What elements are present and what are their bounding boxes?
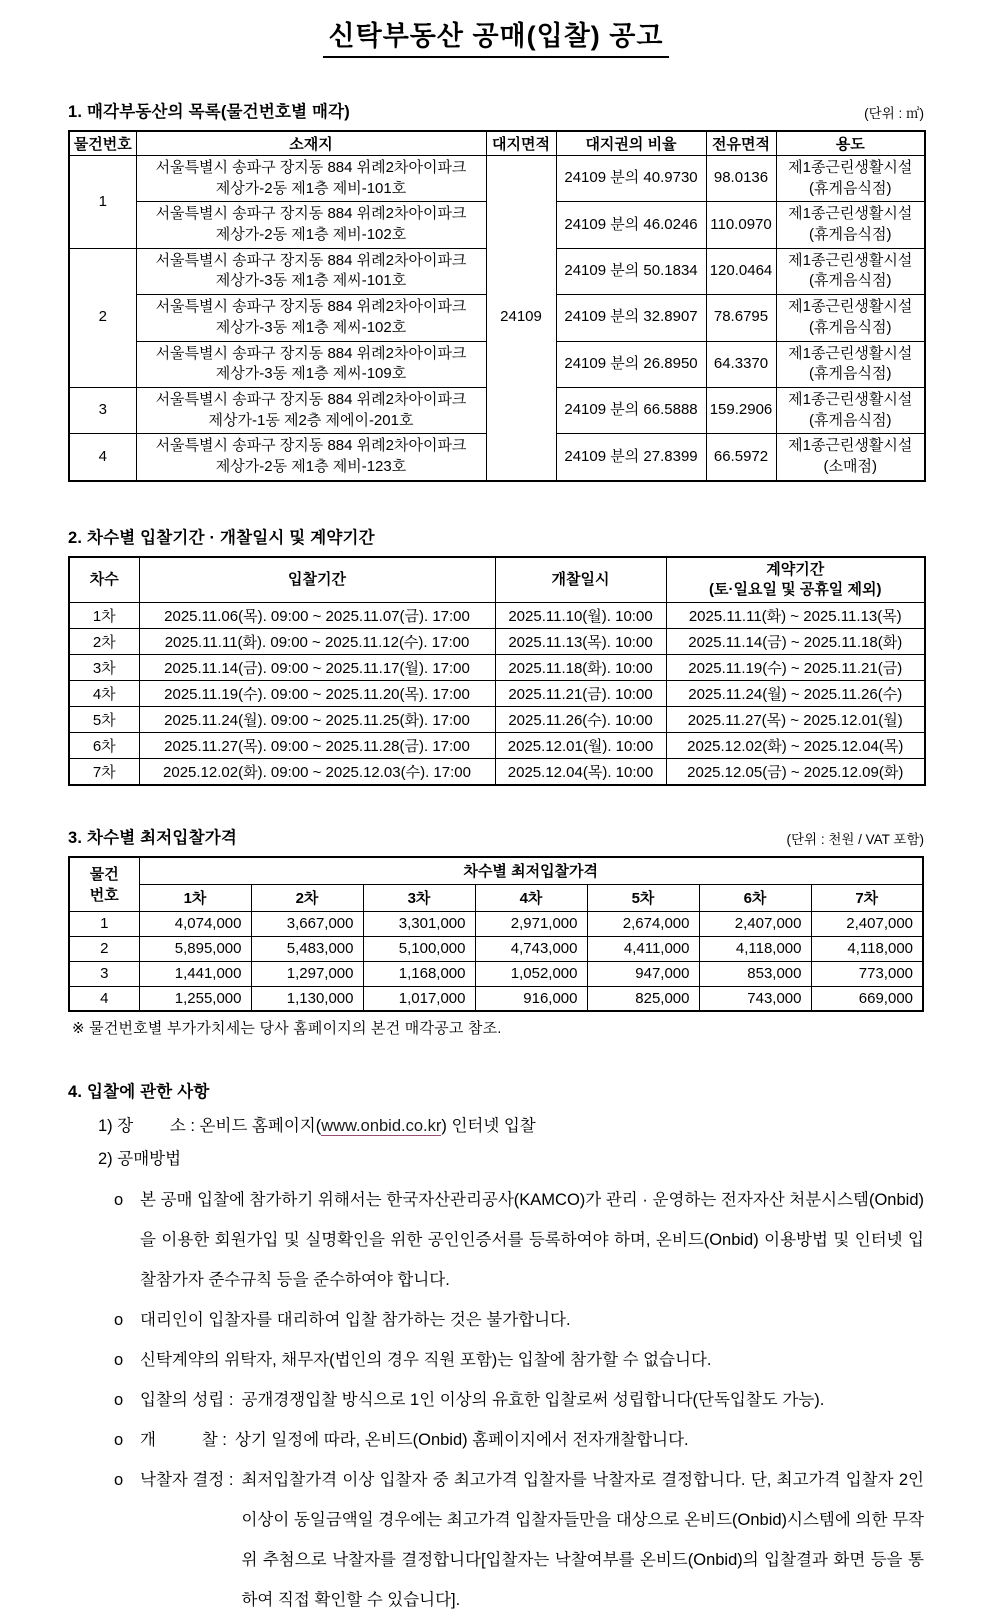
bullet-label: 개 찰 :	[140, 1431, 227, 1450]
land-ratio-cell: 24109 분의 40.9730	[556, 156, 706, 202]
round-cell: 3차	[69, 655, 139, 681]
bid-period-cell: 2025.11.14(금). 09:00 ~ 2025.11.17(월). 17:00	[139, 655, 495, 681]
header-lot-no: 물건번호	[69, 131, 136, 156]
section2-heading: 2. 차수별 입찰기간 · 개찰일시 및 계약기간	[68, 528, 375, 547]
bid-place-item	[98, 1110, 924, 1143]
price-cell: 2,971,000	[475, 911, 587, 936]
header-price-span: 차수별 최저입찰가격	[139, 857, 923, 884]
use-line2: (휴게음식점)	[809, 411, 892, 429]
price-cell: 669,000	[811, 986, 923, 1011]
land-ratio-cell: 24109 분의 32.8907	[556, 295, 706, 341]
lot-header-line2: 번호	[89, 887, 119, 905]
contract-period-cell: 2025.11.27(목) ~ 2025.12.01(월)	[666, 707, 925, 733]
bullet-no-proxy	[114, 1300, 924, 1340]
use-line2: (소매점)	[823, 457, 877, 475]
header-round: 차수	[69, 557, 139, 603]
sale-method-bullets	[114, 1180, 929, 1620]
table-row	[69, 911, 923, 936]
bullet-kamco	[114, 1180, 924, 1300]
section1-unit-label: (단위 : ㎡)	[864, 106, 924, 121]
address-line1: 서울특별시 송파구 장지동 884 위례2차아이파크	[155, 298, 467, 316]
use-line1: 제1종근린생활시설	[788, 205, 913, 223]
open-time-cell: 2025.12.01(월). 10:00	[495, 733, 666, 759]
contract-period-cell: 2025.11.11(화) ~ 2025.11.13(목)	[666, 603, 925, 629]
header-round-5: 5차	[587, 884, 699, 911]
use-line1: 제1종근린생활시설	[788, 251, 913, 269]
address-cell	[136, 387, 486, 433]
address-line2: 제상가-1동 제2층 제에이-201호	[208, 411, 414, 429]
round-cell: 4차	[69, 681, 139, 707]
table-row	[69, 759, 925, 786]
section1-heading-row	[68, 98, 924, 122]
bullet-text: 대리인이 입찰자를 대리하여 입찰 참가하는 것은 불가합니다.	[140, 1311, 571, 1330]
title-wrap	[68, 14, 924, 58]
price-cell: 4,074,000	[139, 911, 251, 936]
header-use: 용도	[776, 131, 925, 156]
use-line1: 제1종근린생활시설	[788, 344, 913, 362]
header-lot-no	[69, 857, 139, 911]
address-cell	[136, 248, 486, 294]
price-cell: 947,000	[587, 961, 699, 986]
header-bid-period: 입찰기간	[139, 557, 495, 603]
header-round-3: 3차	[363, 884, 475, 911]
lot-number: 4	[69, 434, 136, 481]
price-cell: 1,255,000	[139, 986, 251, 1011]
bullet-text: 최저입찰가격 이상 입찰자 중 최고가격 입찰자를 낙찰자로 결정합니다. 단, 최고가격 입찰자 2인 이상이 동일금액일 경우에는 최고가격 입찰자들만을 대상으로 온비드(Onbid)시스템에 의한 무작위 추첨으로 낙찰자를 결정합니다[입찰자는 낙찰여부를 온비드(Onbid)의 입찰결과 화면 등을 통하여 직접 확인할 수 있습니다].	[241, 1471, 929, 1610]
private-area-cell: 159.2906	[706, 387, 776, 433]
property-list-table	[68, 130, 926, 482]
address-line1: 서울특별시 송파구 장지동 884 위례2차아이파크	[155, 205, 467, 223]
price-cell: 5,100,000	[363, 936, 475, 961]
bid-schedule-table	[68, 556, 926, 787]
header-round-1: 1차	[139, 884, 251, 911]
use-line1: 제1종근린생활시설	[788, 159, 913, 176]
bullet-marker: o	[114, 1471, 124, 1490]
use-line1: 제1종근린생활시설	[788, 298, 913, 316]
table-row	[69, 733, 925, 759]
contract-header-line2: (토·일요일 및 공휴일 제외)	[709, 580, 882, 598]
bid-place-suffix: ) 인터넷 입찰	[441, 1117, 536, 1136]
section4-heading-row	[68, 1078, 924, 1102]
round-cell: 5차	[69, 707, 139, 733]
price-cell: 4,118,000	[699, 936, 811, 961]
use-cell	[776, 341, 925, 387]
use-line2: (휴게음식점)	[809, 272, 892, 290]
address-line1: 서울특별시 송파구 장지동 884 위례2차아이파크	[155, 390, 467, 408]
bullet-bid-validity	[114, 1380, 924, 1420]
address-line2: 제상가-3동 제1층 제씨-109호	[215, 365, 407, 383]
bullet-label: 입찰의 성립 :	[140, 1391, 234, 1410]
use-cell	[776, 248, 925, 294]
bid-place-prefix: 1) 장 소 : 온비드 홈페이지(	[98, 1117, 322, 1136]
contract-period-cell: 2025.12.02(화) ~ 2025.12.04(목)	[666, 733, 925, 759]
price-cell: 825,000	[587, 986, 699, 1011]
private-area-cell: 120.0464	[706, 248, 776, 294]
round-cell: 2차	[69, 629, 139, 655]
bullet-marker: o	[114, 1191, 124, 1210]
bullet-text: 신탁계약의 위탁자, 채무자(법인의 경우 직원 포함)는 입찰에 참가할 수 없습니다.	[140, 1351, 712, 1370]
price-cell: 2,674,000	[587, 911, 699, 936]
section3-unit-label: (단위 : 천원 / VAT 포함)	[786, 832, 924, 848]
section2-heading-row	[68, 524, 924, 548]
table-row	[69, 707, 925, 733]
use-line2: (휴게음식점)	[809, 226, 892, 244]
price-cell: 3,301,000	[363, 911, 475, 936]
section3-heading: 3. 차수별 최저입찰가격	[68, 829, 237, 848]
land-ratio-cell: 24109 분의 46.0246	[556, 202, 706, 248]
header-land-ratio: 대지권의 비율	[556, 131, 706, 156]
bullet-text: 공개경쟁입찰 방식으로 1인 이상의 유효한 입찰로써 성립합니다(단독입찰도 가능).	[241, 1391, 825, 1410]
address-line1: 서울특별시 송파구 장지동 884 위례2차아이파크	[155, 344, 467, 362]
section3-heading-row	[68, 824, 924, 848]
vat-note: ※ 물건번호별 부가가치세는 당사 홈페이지의 본건 매각공고 참조.	[72, 1020, 502, 1038]
header-private-area: 전유면적	[706, 131, 776, 156]
bullet-bid-opening	[114, 1420, 924, 1460]
header-round-4: 4차	[475, 884, 587, 911]
table-row	[69, 681, 925, 707]
address-line2: 제상가-2동 제1층 제비-101호	[215, 179, 407, 197]
price-cell: 3,667,000	[251, 911, 363, 936]
bid-period-cell: 2025.12.02(화). 09:00 ~ 2025.12.03(수). 17:00	[139, 759, 495, 786]
private-area-cell: 66.5972	[706, 434, 776, 481]
lot-number: 4	[69, 986, 139, 1011]
table-row	[69, 629, 925, 655]
round-cell: 6차	[69, 733, 139, 759]
table-row	[69, 156, 925, 202]
land-ratio-cell: 24109 분의 27.8399	[556, 434, 706, 481]
use-cell	[776, 156, 925, 202]
minimum-bid-price-table	[68, 856, 924, 1012]
price-cell: 2,407,000	[811, 911, 923, 936]
open-time-cell: 2025.11.21(금). 10:00	[495, 681, 666, 707]
section1-heading: 1. 매각부동산의 목록(물건번호별 매각)	[68, 103, 350, 121]
price-cell: 916,000	[475, 986, 587, 1011]
price-cell: 4,118,000	[811, 936, 923, 961]
table-header-row	[69, 131, 925, 156]
lot-number: 2	[69, 936, 139, 961]
private-area-cell: 64.3370	[706, 341, 776, 387]
bullet-text: 상기 일정에 따라, 온비드(Onbid) 홈페이지에서 전자개찰합니다.	[234, 1431, 689, 1450]
price-cell: 5,483,000	[251, 936, 363, 961]
use-cell	[776, 387, 925, 433]
bid-period-cell: 2025.11.19(수). 09:00 ~ 2025.11.20(목). 17:00	[139, 681, 495, 707]
address-line1: 서울특별시 송파구 장지동 884 위례2차아이파크	[155, 159, 467, 176]
use-line1: 제1종근린생활시설	[788, 390, 913, 408]
page-title: 신탁부동산 공매(입찰) 공고	[323, 14, 670, 58]
use-line2: (휴게음식점)	[809, 318, 892, 336]
open-time-cell: 2025.11.13(목). 10:00	[495, 629, 666, 655]
table-row	[69, 936, 923, 961]
header-open-time: 개찰일시	[495, 557, 666, 603]
open-time-cell: 2025.12.04(목). 10:00	[495, 759, 666, 786]
private-area-cell: 78.6795	[706, 295, 776, 341]
site-area-value: 24109	[486, 156, 556, 481]
private-area-cell: 98.0136	[706, 156, 776, 202]
address-cell	[136, 341, 486, 387]
use-line2: (휴게음식점)	[809, 365, 892, 383]
header-site-area: 대지면적	[486, 131, 556, 156]
header-round-6: 6차	[699, 884, 811, 911]
bullet-marker: o	[114, 1311, 124, 1330]
onbid-link[interactable]: www.onbid.co.kr	[321, 1117, 442, 1136]
round-cell: 7차	[69, 759, 139, 786]
address-line1: 서울특별시 송파구 장지동 884 위례2차아이파크	[155, 251, 467, 269]
address-cell	[136, 295, 486, 341]
bid-period-cell: 2025.11.24(월). 09:00 ~ 2025.11.25(화). 17:00	[139, 707, 495, 733]
round-cell: 1차	[69, 603, 139, 629]
use-cell	[776, 434, 925, 481]
sale-method-item: 2) 공매방법	[98, 1150, 182, 1169]
address-line2: 제상가-2동 제1층 제비-102호	[215, 226, 407, 244]
open-time-cell: 2025.11.18(화). 10:00	[495, 655, 666, 681]
private-area-cell: 110.0970	[706, 202, 776, 248]
price-cell: 5,895,000	[139, 936, 251, 961]
address-cell	[136, 156, 486, 202]
bid-period-cell: 2025.11.06(목). 09:00 ~ 2025.11.07(금). 17:00	[139, 603, 495, 629]
contract-period-cell: 2025.11.19(수) ~ 2025.11.21(금)	[666, 655, 925, 681]
land-ratio-cell: 24109 분의 50.1834	[556, 248, 706, 294]
bullet-no-trustor	[114, 1340, 924, 1380]
address-line1: 서울특별시 송파구 장지동 884 위례2차아이파크	[155, 437, 467, 455]
lot-number: 3	[69, 961, 139, 986]
use-line2: (휴게음식점)	[809, 179, 892, 197]
price-cell: 1,052,000	[475, 961, 587, 986]
table-row	[69, 603, 925, 629]
bullet-marker: o	[114, 1431, 124, 1450]
table-header-row	[69, 557, 925, 603]
table-header-row	[69, 884, 923, 911]
address-line2: 제상가-3동 제1층 제씨-101호	[215, 272, 407, 290]
address-cell	[136, 434, 486, 481]
lot-number: 2	[69, 248, 136, 387]
contract-period-cell: 2025.11.24(월) ~ 2025.11.26(수)	[666, 681, 925, 707]
section4-heading: 4. 입찰에 관한 사항	[68, 1083, 210, 1102]
lot-number: 1	[69, 156, 136, 249]
price-cell: 1,130,000	[251, 986, 363, 1011]
price-cell: 773,000	[811, 961, 923, 986]
open-time-cell: 2025.11.26(수). 10:00	[495, 707, 666, 733]
table-row	[69, 961, 923, 986]
price-cell: 1,017,000	[363, 986, 475, 1011]
contract-header-line1: 계약기간	[766, 560, 825, 578]
header-round-2: 2차	[251, 884, 363, 911]
table-row	[69, 986, 923, 1011]
use-cell	[776, 202, 925, 248]
bullet-winner-decision	[114, 1460, 929, 1620]
bid-period-cell: 2025.11.27(목). 09:00 ~ 2025.11.28(금). 17:00	[139, 733, 495, 759]
price-cell: 853,000	[699, 961, 811, 986]
lot-header-line1: 물건	[89, 866, 119, 884]
address-line2: 제상가-3동 제1층 제씨-102호	[215, 318, 407, 336]
bullet-marker: o	[114, 1391, 124, 1410]
open-time-cell: 2025.11.10(월). 10:00	[495, 603, 666, 629]
bid-period-cell: 2025.11.11(화). 09:00 ~ 2025.11.12(수). 17:00	[139, 629, 495, 655]
header-contract-period	[666, 557, 925, 603]
contract-period-cell: 2025.11.14(금) ~ 2025.11.18(화)	[666, 629, 925, 655]
lot-number: 1	[69, 911, 139, 936]
bullet-marker: o	[114, 1351, 124, 1370]
land-ratio-cell: 24109 분의 26.8950	[556, 341, 706, 387]
use-line1: 제1종근린생활시설	[788, 437, 913, 455]
bullet-text: 본 공매 입찰에 참가하기 위해서는 한국자산관리공사(KAMCO)가 관리 · 운영하는 전자자산 처분시스템(Onbid)을 이용한 회원가입 및 실명확인을 위한 공인인증서를 등록하여야 하며, 온비드(Onbid) 이용방법 및 인터넷 입찰참가자 준수규칙 등을 준수하여야 합니다.	[140, 1191, 924, 1290]
header-round-7: 7차	[811, 884, 923, 911]
price-cell: 2,407,000	[699, 911, 811, 936]
bullet-label: 낙찰자 결정 :	[140, 1471, 234, 1490]
use-cell	[776, 295, 925, 341]
contract-period-cell: 2025.12.05(금) ~ 2025.12.09(화)	[666, 759, 925, 786]
price-cell: 1,168,000	[363, 961, 475, 986]
price-cell: 4,411,000	[587, 936, 699, 961]
header-address: 소재지	[136, 131, 486, 156]
table-row	[69, 655, 925, 681]
lot-number: 3	[69, 387, 136, 433]
land-ratio-cell: 24109 분의 66.5888	[556, 387, 706, 433]
price-cell: 4,743,000	[475, 936, 587, 961]
price-cell: 1,441,000	[139, 961, 251, 986]
address-cell	[136, 202, 486, 248]
table-header-row	[69, 857, 923, 884]
price-cell: 743,000	[699, 986, 811, 1011]
address-line2: 제상가-2동 제1층 제비-123호	[215, 457, 407, 475]
price-cell: 1,297,000	[251, 961, 363, 986]
